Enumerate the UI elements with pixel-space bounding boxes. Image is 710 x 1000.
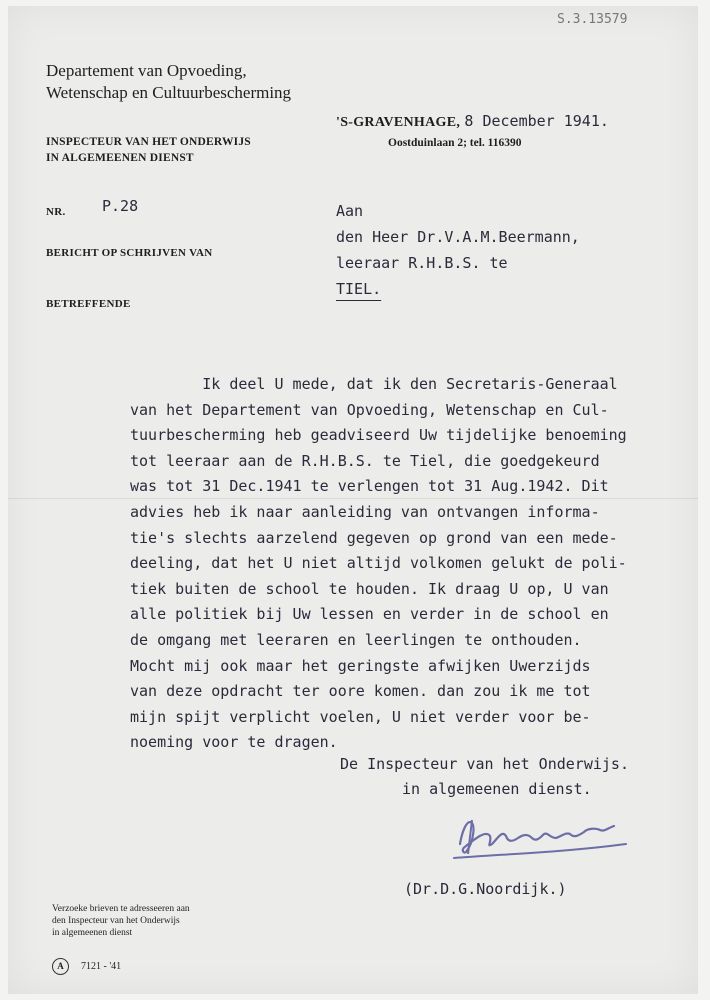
nr-label: NR. [46,206,66,218]
place-date [336,111,609,131]
print-code [52,958,121,975]
footer-note [52,903,190,939]
body-line: tot leeraar aan de R.H.B.S. te Tiel, die goedgekeurd [130,451,600,470]
recipient-line-2: den Heer Dr.V.A.M.Beermann, [336,228,580,246]
recipient-line-1: Aan [336,202,364,220]
body-line: Mocht mij ook maar het geringste afwijken Uwerzijds [130,656,591,675]
printer-logo-icon: A [52,958,69,975]
department-name [46,60,291,104]
body-line: tie's slechts aarzelend gegeven op grond van een mede- [130,528,618,547]
archive-stamp: S.3.13579 [557,12,628,27]
body-line: alle politiek bij Uw lessen en verder in de school en [130,605,609,624]
body-line: Ik deel U mede, dat ik den Secretaris-Generaal [130,375,618,393]
body-line: deeling, dat het U niet altijd volkomen gelukt de poli- [130,554,627,573]
letter-date: 8 December 1941. [464,112,609,130]
body-line: van deze opdracht ter oore komen. dan zou ik me tot [130,682,591,701]
closing-line-2: in algemeenen dienst. [402,780,592,798]
sender-address: Oostduinlaan 2; tel. 116390 [388,137,522,149]
recipient-line-3: leeraar R.H.B.S. te [336,254,508,272]
body-line: tuurbescherming heb geadviseerd Uw tijdelijke benoeming [130,426,627,445]
betreffende-label: BETREFFENDE [46,298,131,310]
footer-line-1: Verzoeke brieven te adresseeren aan [52,904,190,914]
body-line: tiek buiten de school te houden. Ik draag U op, U van [130,579,609,598]
city: 'S-GRAVENHAGE, [336,115,461,130]
closing-line-1: De Inspecteur van het Onderwijs. [340,755,629,773]
body-line: advies heb ik naar aanleiding van ontvangen informa- [130,502,600,521]
print-code-text: 7121 - '41 [81,960,122,972]
closing-block [340,752,629,802]
footer-line-2: den Inspecteur van het Onderwijs [52,916,180,926]
body-line: de omgang met leeraren en leerlingen te onthouden. [130,630,582,649]
recipient-city: TIEL. [336,280,382,298]
letter-body [130,372,627,756]
department-line-2: Wetenschap en Cultuurbescherming [46,83,292,102]
body-line: noeming voor te dragen. [130,733,338,752]
footer-line-3: in algemeenen dienst [52,928,133,938]
nr-value: P.28 [102,197,139,215]
body-line: was tot 31 Dec.1941 te verlengen tot 31 Aug.1942. Dit [130,477,609,496]
department-line-1: Departement van Opvoeding, [46,61,247,80]
body-line: mijn spijt verplicht voelen, U niet verder voor be- [130,707,591,726]
body-line: van het Departement van Opvoeding, Wetenschap en Cul- [130,400,609,419]
inspector-line-1: INSPECTEUR VAN HET ONDERWIJS [46,136,251,148]
handwritten-signature [446,808,646,868]
signatory-name: (Dr.D.G.Noordijk.) [404,880,567,898]
bericht-label: BERICHT OP SCHRIJVEN VAN [46,247,213,259]
recipient-block [336,198,580,302]
inspector-title [46,134,251,166]
inspector-line-2: IN ALGEMEENEN DIENST [46,152,194,164]
